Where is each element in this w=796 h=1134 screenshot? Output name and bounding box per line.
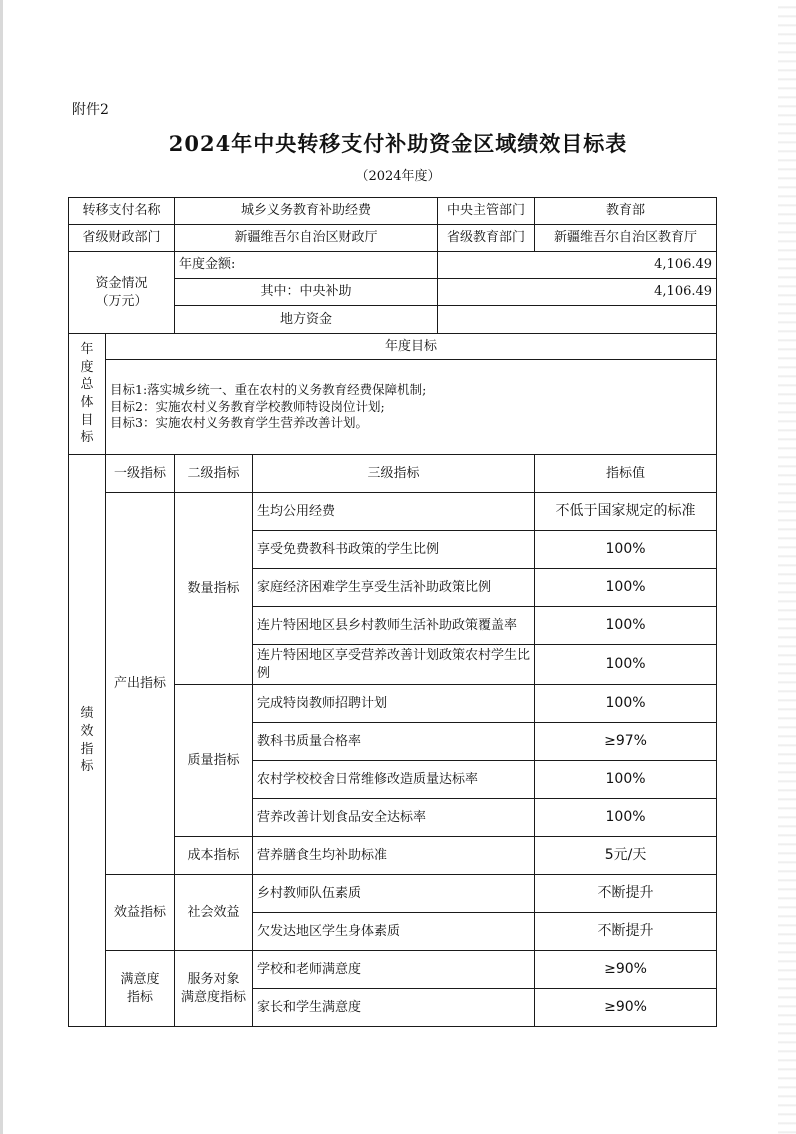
goal-item: 目标3：实施农村义务教育学生营养改善计划。 — [110, 415, 368, 431]
benefit-indicator-label: 效益指标 — [106, 875, 175, 951]
transfer-name-value: 城乡义务教育补助经费 — [175, 198, 438, 225]
central-dept-value: 教育部 — [535, 198, 717, 225]
annual-goals-list — [106, 360, 717, 455]
side-char: 总 — [80, 377, 94, 393]
indicator-value: 100% — [535, 645, 717, 685]
side-char: 指 — [80, 741, 94, 757]
indicator-value: 5元/天 — [535, 837, 717, 875]
side-char: 年 — [80, 342, 94, 358]
indicator-value: ≥90% — [535, 951, 717, 989]
indicator-name: 享受免费教科书政策的学生比例 — [253, 531, 535, 569]
indicator-value: 100% — [535, 799, 717, 837]
annual-goals-header: 年度目标 — [106, 334, 717, 360]
indicator-name: 家庭经济困难学生享受生活补助政策比例 — [253, 569, 535, 607]
performance-target-table — [68, 197, 717, 1027]
indicator-name: 营养膳食生均补助标准 — [253, 837, 535, 875]
indicator-row — [69, 875, 717, 913]
finance-dept-label: 省级财政部门 — [69, 225, 175, 252]
indicators-header-row — [69, 455, 717, 493]
indicator-name: 连片特困地区享受营养改善计划政策农村学生比例 — [253, 645, 535, 685]
goal-item: 目标1:落实城乡统一、重在农村的义务教育经费保障机制; — [110, 381, 427, 397]
indicator-name: 生均公用经费 — [253, 493, 535, 531]
edu-dept-value: 新疆维吾尔自治区教育厅 — [535, 225, 717, 252]
central-subsidy-value: 4,106.49 — [438, 279, 717, 306]
indicator-value: ≥97% — [535, 723, 717, 761]
annual-amount-label: 年度金额: — [175, 252, 438, 279]
attachment-label: 附件2 — [72, 102, 109, 118]
central-dept-label: 中央主管部门 — [438, 198, 535, 225]
funds-label-line1: 资金情况 — [95, 275, 148, 291]
info-row-transfer — [69, 198, 717, 225]
indicator-value: 不断提升 — [535, 913, 717, 951]
indicator-name: 教科书质量合格率 — [253, 723, 535, 761]
goal-item: 目标2：实施农村义务教育学校教师特设岗位计划; — [110, 398, 385, 414]
side-char: 绩 — [80, 706, 94, 722]
indicator-value: 不断提升 — [535, 875, 717, 913]
local-funds-value — [438, 306, 717, 334]
indicator-value: 100% — [535, 761, 717, 799]
indicator-name: 欠发达地区学生身体素质 — [253, 913, 535, 951]
indicator-name: 学校和老师满意度 — [253, 951, 535, 989]
finance-dept-value: 新疆维吾尔自治区财政厅 — [175, 225, 438, 252]
satisfaction-indicator-label — [106, 951, 175, 1027]
header-level2: 二级指标 — [175, 455, 253, 493]
transfer-name-label: 转移支付名称 — [69, 198, 175, 225]
header-level3: 三级指标 — [253, 455, 535, 493]
side-char: 度 — [80, 359, 94, 375]
goals-body-row — [69, 360, 717, 455]
service-satisfaction-label — [175, 951, 253, 1027]
annual-goals-side-label — [69, 334, 106, 455]
indicator-row — [69, 493, 717, 531]
side-char: 目 — [80, 412, 94, 428]
page-subtitle: （2024年度） — [355, 169, 441, 184]
header-value: 指标值 — [535, 455, 717, 493]
central-subsidy-label: 其中：中央补助 — [175, 279, 438, 306]
indicator-value: 100% — [535, 569, 717, 607]
satisfaction-label-line2: 指标 — [127, 989, 154, 1005]
side-char: 体 — [80, 395, 94, 410]
funds-label-line2: （万元） — [95, 293, 148, 309]
funds-label — [69, 252, 175, 334]
indicator-name: 连片特困地区县乡村教师生活补助政策覆盖率 — [253, 607, 535, 645]
page-title: 2024年中央转移支付补助资金区域绩效目标表 — [168, 131, 628, 156]
edu-dept-label: 省级教育部门 — [438, 225, 535, 252]
indicator-name: 乡村教师队伍素质 — [253, 875, 535, 913]
indicator-row — [69, 951, 717, 989]
indicator-name: 家长和学生满意度 — [253, 989, 535, 1027]
indicator-name: 农村学校校舍日常维修改造质量达标率 — [253, 761, 535, 799]
cost-indicator-label: 成本指标 — [175, 837, 253, 875]
indicator-name: 完成特岗教师招聘计划 — [253, 685, 535, 723]
service-label-line2: 满意度指标 — [181, 989, 247, 1005]
annual-amount-value: 4,106.49 — [438, 252, 717, 279]
social-benefit-label: 社会效益 — [175, 875, 253, 951]
funds-row-annual — [69, 252, 717, 279]
satisfaction-label-line1: 满意度 — [120, 972, 160, 988]
output-indicator-label: 产出指标 — [106, 493, 175, 875]
indicator-value: 100% — [535, 607, 717, 645]
quality-indicator-label: 质量指标 — [175, 685, 253, 837]
indicator-value: 100% — [535, 531, 717, 569]
side-char: 效 — [80, 724, 94, 739]
goals-header-row — [69, 334, 717, 360]
service-label-line1: 服务对象 — [187, 972, 240, 988]
indicator-name: 营养改善计划食品安全达标率 — [253, 799, 535, 837]
side-char: 标 — [80, 759, 94, 775]
indicator-value: 100% — [535, 685, 717, 723]
local-funds-label: 地方资金 — [175, 306, 438, 334]
header-level1: 一级指标 — [106, 455, 175, 493]
info-row-finance — [69, 225, 717, 252]
indicator-value: 不低于国家规定的标准 — [535, 493, 717, 531]
indicator-value: ≥90% — [535, 989, 717, 1027]
indicators-side-label — [69, 455, 106, 1027]
side-char: 标 — [80, 430, 94, 446]
quantity-indicator-label: 数量指标 — [175, 493, 253, 685]
